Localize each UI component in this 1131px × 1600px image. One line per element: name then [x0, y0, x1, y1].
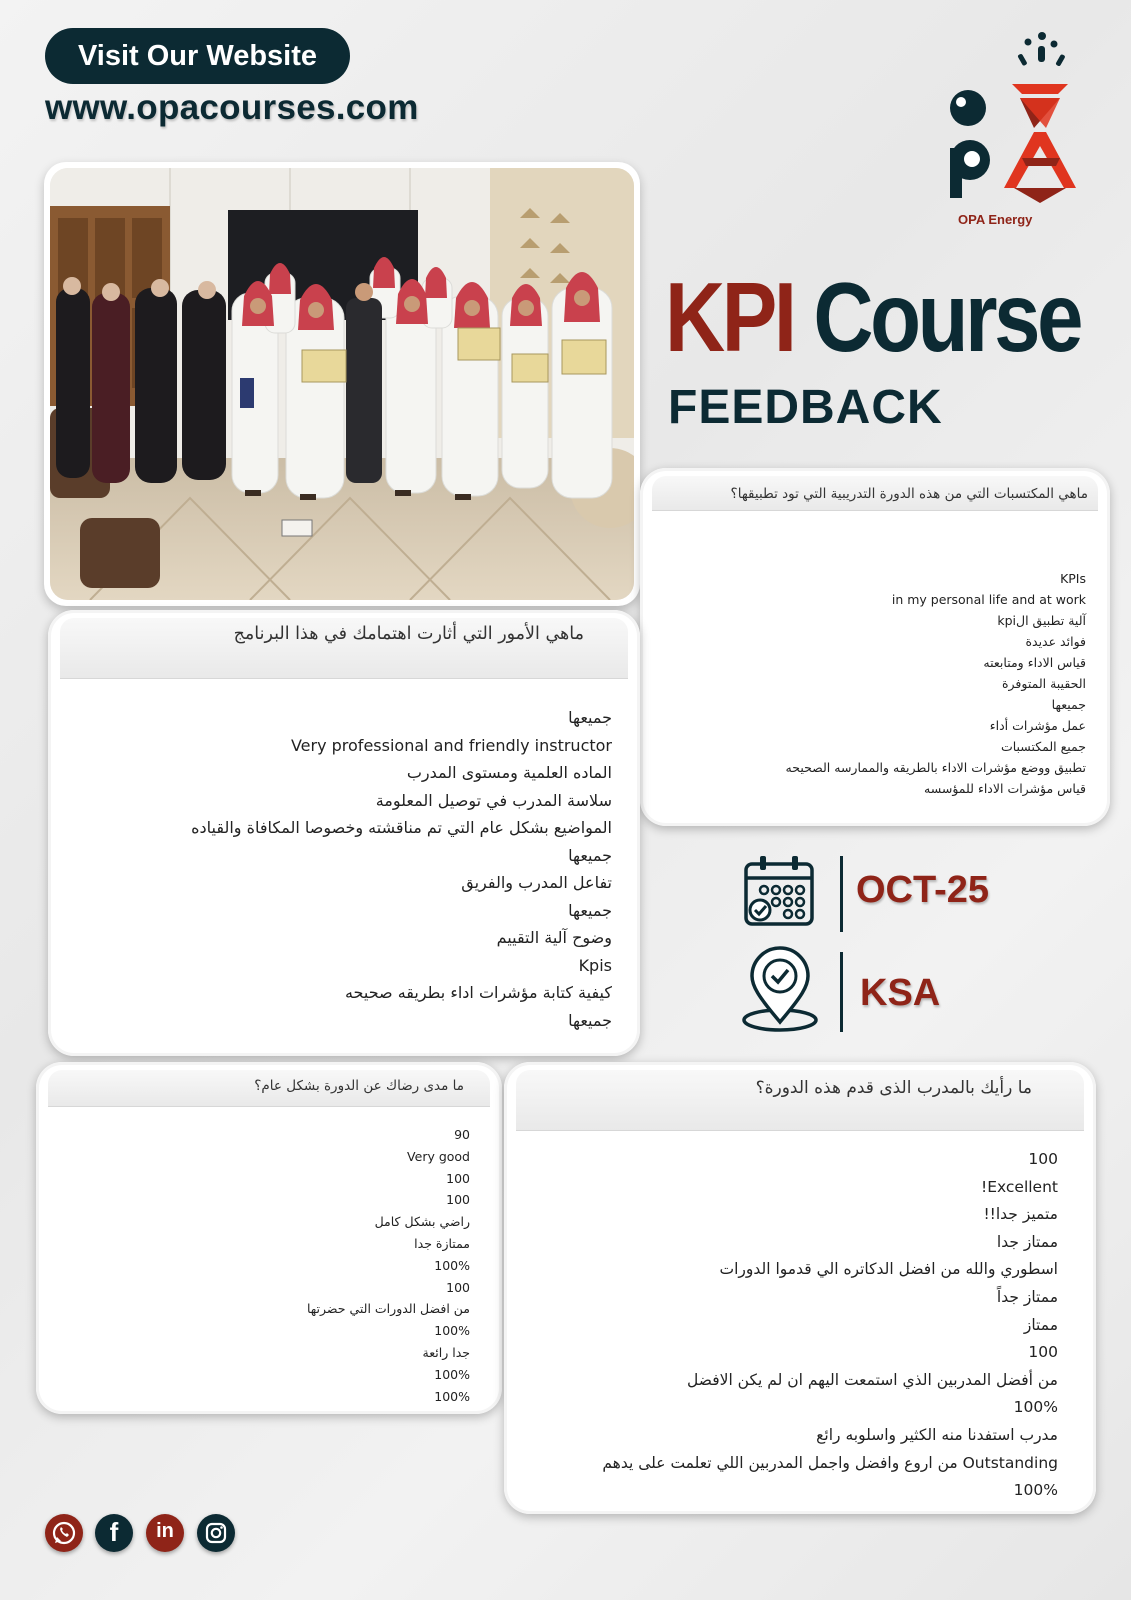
answer-item: in my personal life and at work — [891, 592, 1086, 607]
answer-item: 100 — [1028, 1150, 1058, 1168]
answer-item: كيفية كتابة مؤشرات اداء بطريقه صحيحه — [344, 983, 612, 1002]
website-url[interactable]: www.opacourses.com — [45, 88, 419, 127]
answer-item: 100 — [1028, 1343, 1058, 1362]
answer-item: جميعها — [568, 900, 612, 920]
instagram-icon[interactable] — [197, 1514, 235, 1552]
answers-trainer — [602, 1146, 1058, 1505]
answer-item: تطبيق ووضع مؤشرات الاداء بالطريقه والممارسه الصحيحه — [785, 760, 1086, 775]
answer-item: جميعها — [1051, 697, 1086, 712]
answer-item: ممتاز جداً — [996, 1287, 1058, 1306]
answer-item: جدا رائعة — [422, 1344, 470, 1360]
date-separator — [840, 856, 843, 932]
answer-item: الحقيبة المتوفرة — [1001, 676, 1086, 691]
location-separator — [840, 952, 843, 1032]
title-kpi: KPI — [665, 262, 794, 372]
answers-satisfaction — [307, 1124, 470, 1407]
answers-gains — [786, 568, 1086, 799]
answer-item: الماده العلمية ومستوى المدرب — [406, 763, 612, 782]
answer-item: جميع المكتسبات — [1000, 739, 1086, 754]
card-trainer — [504, 1062, 1096, 1514]
answer-item: وضوح آلية التقييم — [496, 928, 612, 947]
answer-item: فوائد عديدة — [1025, 634, 1086, 649]
answer-item: 100 — [446, 1192, 470, 1208]
whatsapp-icon[interactable] — [45, 1514, 83, 1552]
linkedin-icon[interactable] — [146, 1514, 184, 1552]
answer-item: 100 — [446, 1170, 470, 1186]
answer-item: ممتاز جدا — [996, 1232, 1058, 1251]
logo-text: OPA Energy — [958, 212, 1033, 227]
answer-item: 100% — [434, 1257, 470, 1273]
answer-item: تفاعل المدرب والفريق — [461, 873, 612, 892]
linkedin-glyph: in — [156, 1520, 174, 1542]
answer-item: جميعها — [568, 845, 612, 865]
answer-item: Outstanding من اروع وافضل واجمل المدربين اللي تعلمت على يدهم — [602, 1453, 1058, 1472]
answer-item: 100% — [1013, 1481, 1058, 1500]
answer-item: من افضل الدورات التي حضرتها — [306, 1301, 470, 1317]
answer-item: سلاسة المدرب في توصيل المعلومة — [375, 790, 612, 810]
answer-item: 100 — [446, 1279, 470, 1295]
title-course: Course — [813, 262, 1081, 372]
course-date: OCT-25 — [856, 869, 990, 911]
answer-item: آلية تطبيق الkpi — [997, 613, 1086, 628]
answer-item: ممتاز — [1023, 1315, 1058, 1334]
card-interest — [48, 610, 640, 1056]
visit-website-badge[interactable]: Visit Our Website — [45, 28, 350, 84]
answer-item: 90 — [454, 1127, 470, 1142]
answers-interest — [191, 704, 612, 1034]
page-subtitle: FEEDBACK — [668, 381, 943, 434]
answer-item: اسطوري والله من افضل الدكاتره الي قدموا الدورات — [719, 1260, 1058, 1279]
question-trainer: ما رأيك بالمدرب الذى قدم هذه الدورة؟ — [755, 1078, 1032, 1098]
answer-item: ممتازة جدا — [414, 1235, 470, 1251]
answer-item: Very good — [407, 1148, 470, 1164]
course-location: KSA — [860, 972, 941, 1014]
answer-item: Kpis — [578, 955, 612, 975]
answer-item: متميز جدا!! — [983, 1205, 1058, 1224]
card-gains — [640, 468, 1110, 826]
answer-item: عمل مؤشرات أداء — [989, 718, 1086, 733]
answer-item: 100% — [434, 1366, 470, 1382]
answer-item: المواضيع بشكل عام التي تم مناقشته وخصوصا المكافاة والقياده — [191, 818, 612, 837]
card-satisfaction — [36, 1062, 502, 1414]
answer-item: قياس مؤشرات الاداء للمؤسسه — [924, 781, 1086, 796]
answer-item: راضي بشكل كامل — [374, 1214, 470, 1230]
answer-item: مدرب استفدنا منه الكثير واسلوبه رائع — [816, 1425, 1058, 1444]
question-satisfaction: ما مدى رضاك عن الدورة بشكل عام؟ — [254, 1078, 464, 1094]
answer-item: 100% — [434, 1388, 470, 1404]
answer-item: Very professional and friendly instructor — [290, 735, 612, 755]
answer-item: جميعها — [568, 708, 612, 727]
group-photo-frame — [44, 162, 640, 606]
group-photo — [50, 168, 634, 600]
opa-logo-graphic — [950, 28, 1090, 228]
answer-item: قياس الاداء ومتابعته — [983, 655, 1086, 670]
opa-energy-logo — [950, 28, 1090, 228]
facebook-icon[interactable] — [95, 1514, 133, 1552]
answer-item: جميعها — [568, 1010, 612, 1030]
answer-item: 100% — [1013, 1398, 1058, 1417]
page-title — [665, 262, 1081, 372]
answer-item: KPIs — [1060, 571, 1086, 586]
answer-item: Excellent! — [980, 1177, 1058, 1196]
answer-item: من أفضل المدربين الذي استمعت اليهم ان لم يكن الافضل — [687, 1370, 1058, 1389]
location-pin-icon — [738, 946, 822, 1034]
question-gains: ماهي المكتسبات التي من هذه الدورة التدريبية التي تود تطبيقها؟ — [730, 486, 1088, 502]
group-photo-illustration — [50, 168, 634, 600]
calendar-icon — [740, 852, 820, 932]
answer-item: 100% — [434, 1323, 470, 1339]
facebook-glyph: f — [109, 1517, 119, 1547]
question-interest: ماهي الأمور التي أثارت اهتمامك في هذا البرنامج — [233, 624, 584, 644]
